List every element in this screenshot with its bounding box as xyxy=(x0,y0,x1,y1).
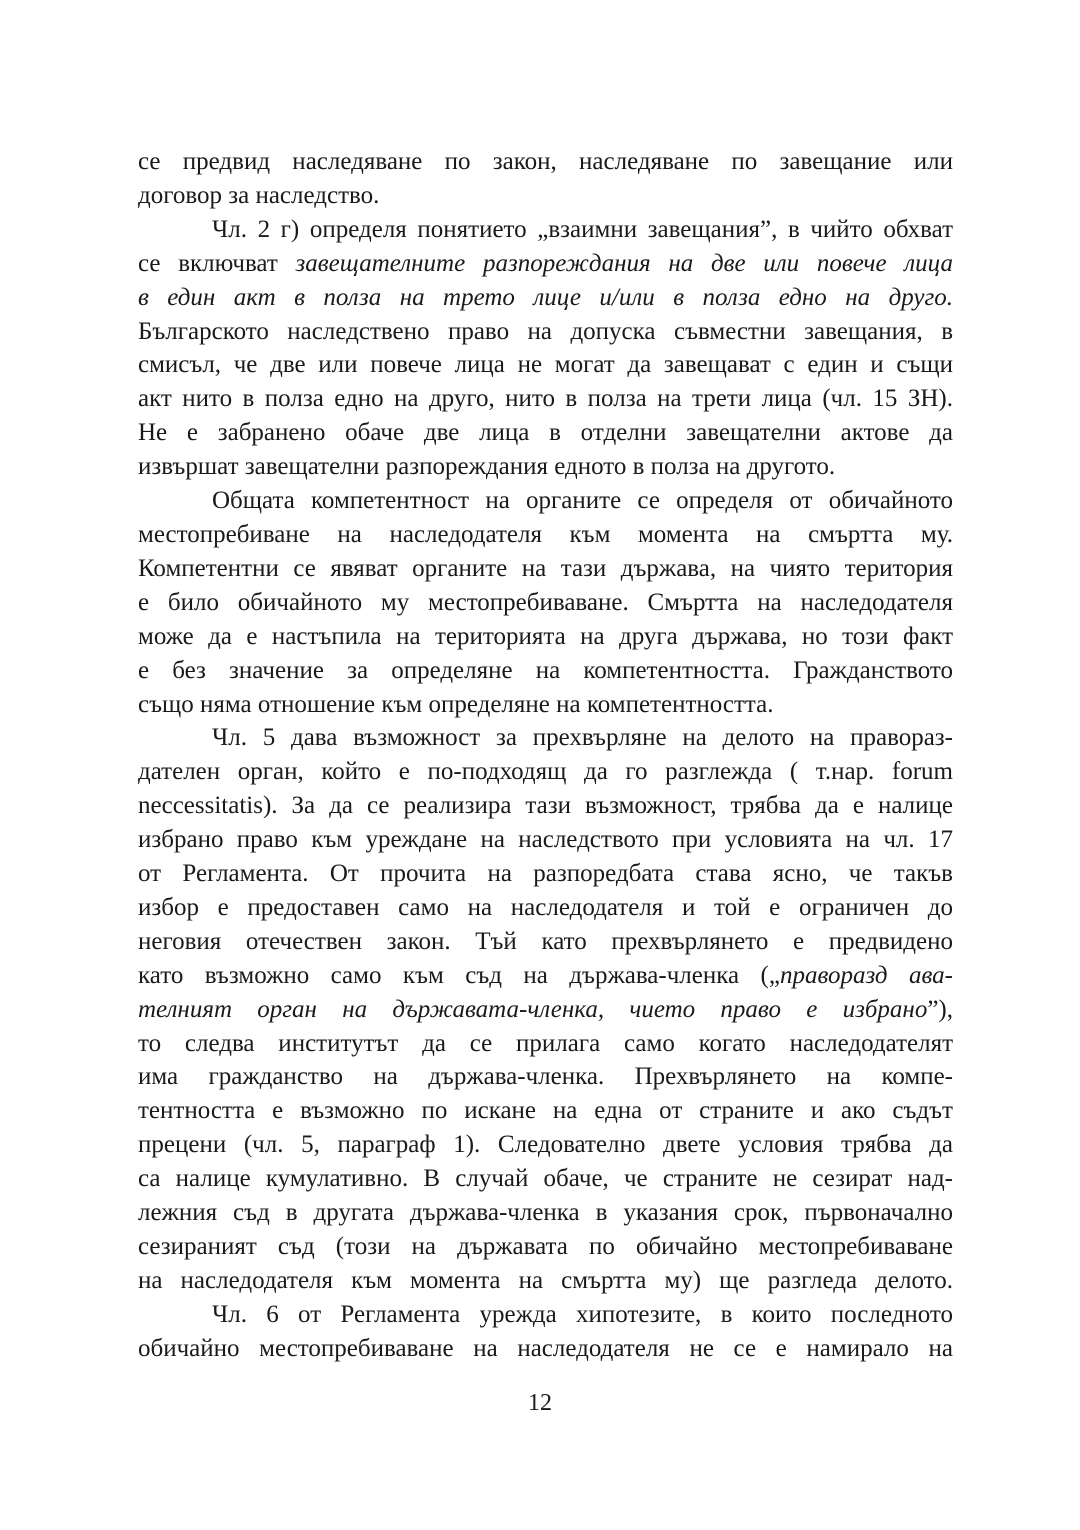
text-run: договор за наследство. xyxy=(138,181,380,209)
text-line xyxy=(138,281,953,315)
text-run: Чл. 6 от Регламента урежда хипотезите, в които последното xyxy=(212,1300,953,1328)
text-line xyxy=(138,1027,953,1061)
text-run: е било обичайното му местопребиваване. Смъртта на наследодателя xyxy=(138,588,953,616)
text-run: се включват xyxy=(138,249,296,277)
text-run: Българското наследствено право на допуска съвместни завещания, в xyxy=(138,317,953,345)
paragraph-p2 xyxy=(138,213,953,484)
text-line xyxy=(138,721,953,755)
text-line xyxy=(138,247,953,281)
text-line xyxy=(138,891,953,925)
text-line xyxy=(138,552,953,586)
text-line xyxy=(138,755,953,789)
body-text xyxy=(138,145,953,1366)
text-line xyxy=(138,959,953,993)
italic-text: завещателните разпореждания на две или повече лица xyxy=(295,249,953,277)
text-run: акт нито в полза едно на друго, нито в полза на трети лица (чл. 15 ЗН). xyxy=(138,385,953,413)
text-run: лежния съд в другата държава-членка в указания срок, първоначално xyxy=(138,1199,953,1227)
text-run: то следва институтът да се прилага само когато наследодателят xyxy=(138,1029,953,1057)
text-run: Общата компетентност на органите се определя от обичайното xyxy=(212,487,953,515)
text-line xyxy=(138,688,953,722)
text-run: прецени (чл. 5, параграф 1). Следователно двете условия трябва да xyxy=(138,1131,953,1159)
text-line xyxy=(138,586,953,620)
text-line xyxy=(138,1196,953,1230)
text-run: Не е забранено обаче две лица в отделни завещателни актове да xyxy=(138,419,953,447)
text-run: Чл. 2 г) определя понятието „взаимни завещания”, в чийто обхват xyxy=(212,215,953,243)
text-line xyxy=(138,1060,953,1094)
text-line xyxy=(138,1094,953,1128)
italic-text: в един акт в полза на трето лице и/или в полза едно на друго. xyxy=(138,283,953,311)
text-run: смисъл, че две или повече лица не могат да завещават с един и същи xyxy=(138,351,953,379)
text-run: може да е настъпила на територията на друга държава, но този факт xyxy=(138,622,953,650)
text-line xyxy=(138,1230,953,1264)
text-line xyxy=(138,1298,953,1332)
text-line xyxy=(138,382,953,416)
paragraph-p3 xyxy=(138,484,953,721)
text-run: има гражданство на държава-членка. Прехвърлянето на компе- xyxy=(138,1063,953,1091)
text-run: сезираният съд (този на държавата по обичайно местопребиваване xyxy=(138,1233,953,1260)
text-line xyxy=(138,518,953,552)
text-run: местопребиване на наследодателя към момента на смъртта му. xyxy=(138,520,953,548)
text-run: неговия отечествен закон. Тъй като прехвърлянето е предвидено xyxy=(138,927,953,955)
paragraph-p5 xyxy=(138,1298,953,1366)
text-line xyxy=(138,179,953,213)
text-line xyxy=(138,620,953,654)
text-run: е без значение за определяне на компетентността. Гражданството xyxy=(138,656,953,684)
paragraph-p4 xyxy=(138,721,953,1297)
text-run: избор е предоставен само на наследодателя и той е ограничен до xyxy=(138,893,953,921)
text-line xyxy=(138,823,953,857)
text-line xyxy=(138,1128,953,1162)
text-run: Компетентни се явяват органите на тази държава, на чиято територия xyxy=(138,554,953,582)
text-run: тентността е възможно по искане на една от страните и ако съдът xyxy=(138,1097,953,1125)
text-line xyxy=(138,993,953,1027)
text-run: на наследодателя към момента на смъртта му) ще разгледа делото. xyxy=(138,1266,953,1294)
paragraph-p1 xyxy=(138,145,953,213)
text-run: дателен орган, който е по-подходящ да го разглежда ( т.нар. forum xyxy=(138,758,953,786)
text-run: neccessitatis). За да се реализира тази възможност, трябва да е налице xyxy=(138,792,953,820)
text-run: избрано право към уреждане на наследството при условията на чл. 17 xyxy=(138,826,953,854)
text-run: се предвид наследяване по закон, наследяване по завещание или xyxy=(138,148,953,175)
italic-text: телният орган на държавата-членка, чието право е избрано xyxy=(138,995,928,1023)
text-line xyxy=(138,789,953,823)
text-run: като възможно само към съд на държава-членка („ xyxy=(138,961,780,989)
text-run: от Регламента. От прочита на разпоредбата става ясно, че такъв xyxy=(138,860,953,888)
text-run: извършат завещателни разпореждания едното в полза на другото. xyxy=(138,453,836,481)
text-line xyxy=(138,1162,953,1196)
page-number: 12 xyxy=(528,1390,552,1416)
text-line xyxy=(138,315,953,349)
text-line xyxy=(138,1264,953,1298)
italic-text: праворазд ава- xyxy=(779,961,953,989)
text-run: обичайно местопребиваване на наследодателя не се е намирало на xyxy=(138,1334,953,1362)
text-run: са налице кумулативно. В случай обаче, че страните не сезират над- xyxy=(138,1165,953,1193)
text-line xyxy=(138,654,953,688)
text-run: също няма отношение към определяне на компетентността. xyxy=(138,690,774,718)
text-line xyxy=(138,213,953,247)
text-line xyxy=(138,145,953,179)
text-line xyxy=(138,1332,953,1366)
text-line xyxy=(138,450,953,484)
text-line xyxy=(138,857,953,891)
text-line xyxy=(138,484,953,518)
text-line xyxy=(138,416,953,450)
text-run: Чл. 5 дава възможност за прехвърляне на делото на правораз- xyxy=(212,724,953,752)
text-run: ”), xyxy=(927,995,953,1023)
text-line xyxy=(138,925,953,959)
text-line xyxy=(138,348,953,382)
